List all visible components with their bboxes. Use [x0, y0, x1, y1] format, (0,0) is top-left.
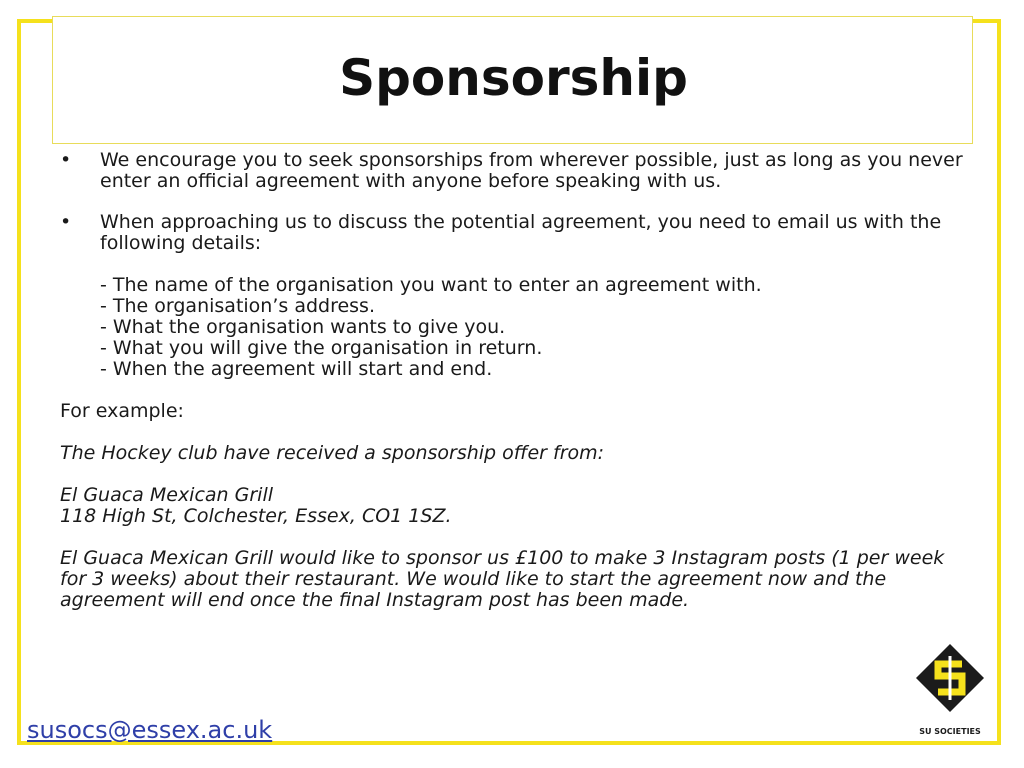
title-box — [52, 16, 973, 144]
bullet-item — [60, 212, 970, 254]
logo-text: SU SOCIETIES — [919, 727, 981, 736]
contact-email-link[interactable]: susocs@essex.ac.uk — [27, 716, 273, 744]
su-societies-logo-icon — [914, 642, 986, 740]
detail-item: - The organisation’s address. — [100, 295, 375, 317]
detail-item: - What you will give the organisation in return. — [100, 337, 543, 359]
example-sponsor-address: 118 High St, Colchester, Essex, CO1 1SZ. — [60, 505, 452, 527]
bullet-dot: • — [60, 211, 72, 233]
slide-content — [60, 150, 970, 611]
detail-item: - What the organisation wants to give you. — [100, 316, 506, 338]
example-sponsor-name: El Guaca Mexican Grill — [60, 484, 274, 506]
slide-title: Sponsorship — [339, 49, 688, 107]
bullet-text: We encourage you to seek sponsorships from wherever possible, just as long as you never enter an official agreement with anyone before speaking with us. — [100, 149, 963, 192]
example-offer: El Guaca Mexican Grill would like to sponsor us £100 to make 3 Instagram posts (1 per week for 3 weeks) about their restaurant. We would like to start the agreement now and the agreement will end once the final Instagram post has been made. — [60, 547, 945, 611]
detail-item: - When the agreement will start and end. — [100, 358, 493, 380]
bullet-dot: • — [60, 149, 72, 171]
detail-item: - The name of the organisation you want to enter an agreement with. — [100, 274, 762, 296]
example-intro: For example: — [60, 400, 184, 422]
bullet-item — [60, 150, 970, 192]
example-line: The Hockey club have received a sponsorship offer from: — [60, 442, 605, 464]
details-list — [60, 275, 970, 380]
bullet-text: When approaching us to discuss the potential agreement, you need to email us with the following details: — [100, 211, 942, 254]
